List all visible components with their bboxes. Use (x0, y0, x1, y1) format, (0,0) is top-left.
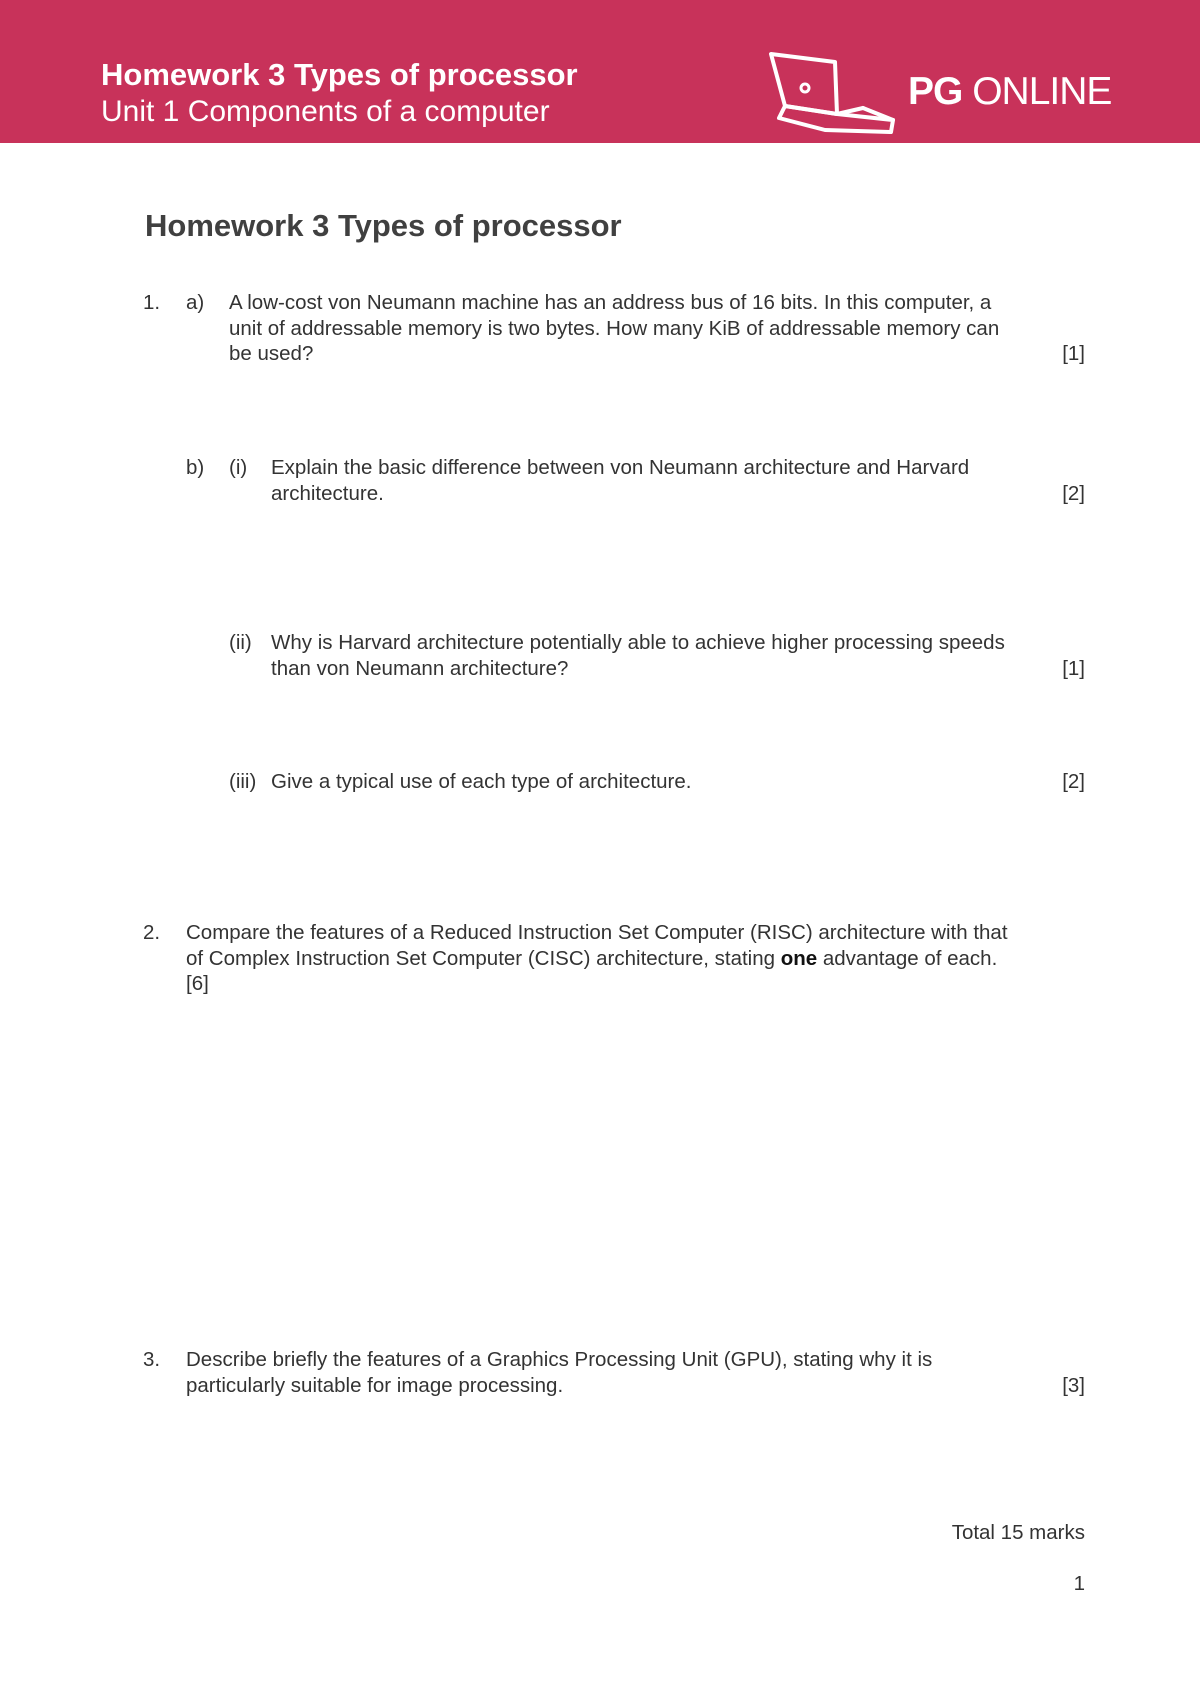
part-label: a) (186, 291, 205, 314)
logo-online: ONLINE (972, 70, 1112, 113)
question-line (271, 656, 1085, 682)
part-label: b) (186, 456, 205, 479)
question-line-text: be used? (229, 342, 314, 365)
question-text (186, 1347, 1085, 1398)
question-line (271, 769, 1085, 795)
question-line: Compare the features of a Reduced Instruction Set Computer (RISC) architecture with that (186, 921, 1008, 944)
question-text (186, 920, 1086, 997)
header-banner (0, 0, 1200, 143)
question-text (271, 630, 1085, 681)
question-number: 1. (143, 291, 161, 314)
question-text (271, 769, 1085, 795)
question-line-text: particularly suitable for image processing. (186, 1373, 564, 1397)
laptop-logo-icon (765, 48, 900, 136)
question-number: 3. (143, 1348, 161, 1371)
marks: [1] (1062, 656, 1085, 680)
emphasis-text: one (780, 946, 818, 970)
question-line (229, 341, 1085, 367)
question-line-text: Give a typical use of each type of architecture. (271, 770, 692, 793)
question-line: Explain the basic difference between von Neumann architecture and Harvard (271, 456, 970, 479)
question-text (229, 290, 1085, 367)
logo-pg: PG (908, 70, 963, 113)
question-line-text: advantage of each. (817, 946, 998, 970)
marks: [2] (1062, 770, 1085, 793)
marks: [1] (1062, 342, 1085, 365)
question-line: A low-cost von Neumann machine has an address bus of 16 bits. In this computer, a (229, 291, 992, 314)
subpart-label: (i) (229, 456, 248, 479)
marks: [2] (1062, 481, 1085, 505)
question-line: unit of addressable memory is two bytes. How many KiB of addressable memory can (229, 316, 1000, 340)
question-line (186, 1373, 1085, 1399)
question-line (186, 946, 1086, 972)
brand-logo (908, 70, 1111, 114)
question-text (271, 455, 1085, 506)
total-marks: Total 15 marks (951, 1521, 1085, 1544)
question-line-text: of Complex Instruction Set Computer (CISC) architecture, stating (186, 946, 781, 970)
document-title: Homework 3 Types of processor (145, 208, 622, 243)
question-line-text: than von Neumann architecture? (271, 656, 569, 680)
question-line-text: architecture. (271, 481, 384, 505)
page-number: 1 (1073, 1572, 1085, 1595)
question-line (271, 481, 1085, 507)
question-number: 2. (143, 921, 161, 944)
subpart-label: (ii) (229, 631, 252, 654)
header-subtitle: Unit 1 Components of a computer (101, 95, 550, 128)
marks: [3] (1062, 1373, 1085, 1397)
question-line: Why is Harvard architecture potentially able to achieve higher processing speeds (271, 631, 1005, 654)
question-line: Describe briefly the features of a Graphics Processing Unit (GPU), stating why it is (186, 1348, 933, 1371)
header-title: Homework 3 Types of processor (101, 57, 578, 92)
subpart-label: (iii) (229, 770, 257, 793)
marks: [6] (186, 972, 209, 995)
